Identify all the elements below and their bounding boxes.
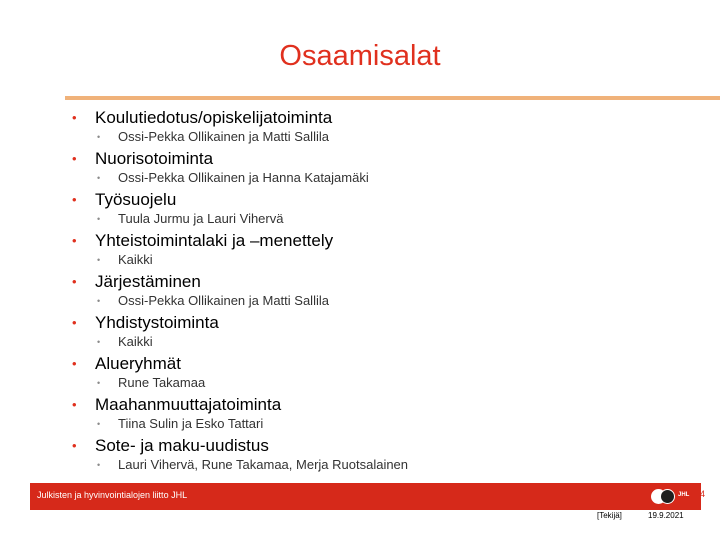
bullet-list: [0, 106, 720, 475]
list-item: [0, 188, 720, 229]
item-heading: Yhdistystoiminta: [95, 313, 219, 332]
sub-bullet-icon: •: [97, 132, 101, 142]
item-detail: Kaikki: [118, 252, 153, 267]
bullet-icon: •: [72, 274, 77, 289]
item-detail: Kaikki: [118, 334, 153, 349]
list-item: [0, 106, 720, 147]
bullet-icon: •: [72, 192, 77, 207]
sub-bullet-icon: •: [97, 460, 101, 470]
sub-bullet-icon: •: [97, 296, 101, 306]
item-heading: Työsuojelu: [95, 190, 177, 209]
item-detail: Ossi-Pekka Ollikainen ja Matti Sallila: [118, 293, 329, 308]
bullet-icon: •: [72, 356, 77, 371]
list-item: [0, 147, 720, 188]
bullet-icon: •: [72, 438, 77, 453]
bullet-icon: •: [72, 315, 77, 330]
item-heading: Järjestäminen: [95, 272, 201, 291]
sub-bullet-icon: •: [97, 378, 101, 388]
sub-bullet-icon: •: [97, 337, 101, 347]
item-detail: Tuula Jurmu ja Lauri Vihervä: [118, 211, 284, 226]
sub-bullet-icon: •: [97, 214, 101, 224]
slide-date: 19.9.2021: [648, 511, 684, 520]
list-item: [0, 270, 720, 311]
item-heading: Nuorisotoiminta: [95, 149, 214, 168]
item-heading: Alueryhmät: [95, 354, 181, 373]
title-divider: [65, 96, 720, 100]
sub-bullet-icon: •: [97, 419, 101, 429]
item-detail: Ossi-Pekka Ollikainen ja Matti Sallila: [118, 129, 329, 144]
item-detail: Lauri Vihervä, Rune Takamaa, Merja Ruotsalainen: [118, 457, 409, 472]
footer-org-name: Julkisten ja hyvinvointialojen liitto JHL: [37, 490, 188, 500]
item-detail: Tiina Sulin ja Esko Tattari: [118, 416, 264, 431]
slide-title: Osaamisalat: [279, 40, 441, 72]
list-item: [0, 393, 720, 434]
list-item: [0, 434, 720, 475]
bullet-icon: •: [72, 110, 77, 125]
footer-bar: [30, 483, 701, 510]
bullet-icon: •: [72, 151, 77, 166]
bullet-icon: •: [72, 233, 77, 248]
item-heading: Maahanmuuttajatoiminta: [95, 395, 282, 414]
logo-text: JHL: [678, 492, 690, 498]
logo-circle-dark: [660, 489, 675, 504]
list-item: [0, 352, 720, 393]
item-heading: Sote- ja maku-uudistus: [95, 436, 269, 455]
author-placeholder: [Tekijä]: [597, 511, 622, 520]
item-heading: Yhteistoimintalaki ja –menettely: [95, 231, 334, 250]
item-detail: Ossi-Pekka Ollikainen ja Hanna Katajamäki: [118, 170, 369, 185]
bullet-icon: •: [72, 397, 77, 412]
list-item: [0, 311, 720, 352]
page-number: 4: [700, 489, 706, 499]
list-item: [0, 229, 720, 270]
item-detail: Rune Takamaa: [118, 375, 206, 390]
sub-bullet-icon: •: [97, 255, 101, 265]
jhl-logo: [651, 487, 689, 507]
sub-bullet-icon: •: [97, 173, 101, 183]
item-heading: Koulutiedotus/opiskelijatoiminta: [95, 108, 333, 127]
